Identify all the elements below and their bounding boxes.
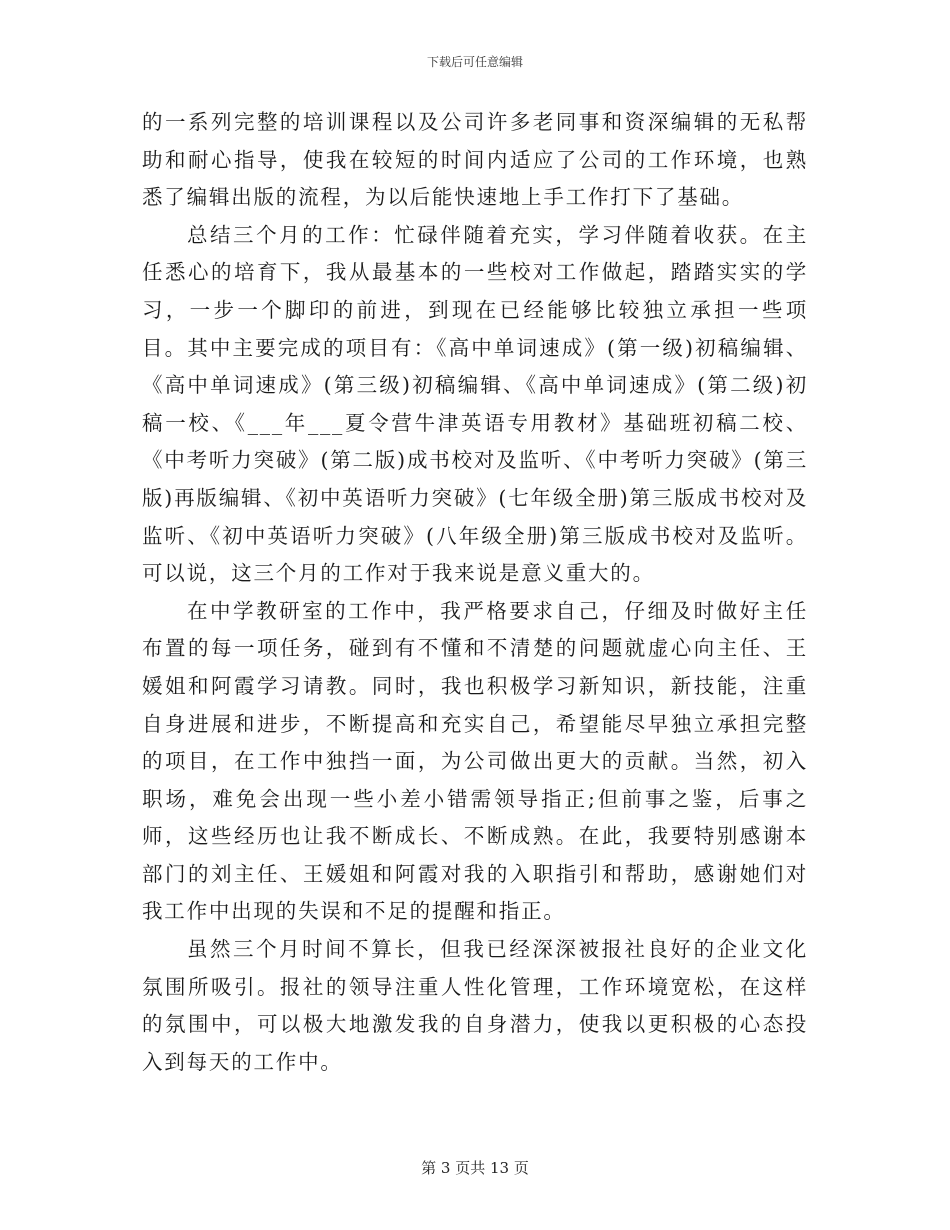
paragraph-1: 的一系列完整的培训课程以及公司许多老同事和资深编辑的无私帮助和耐心指导，使我在较短的时间内适应了公司的工作环境，也熟悉了编辑出版的流程，为以后能快速地上手工作打下了基础。 bbox=[142, 110, 808, 210]
document-body bbox=[142, 104, 808, 1081]
paragraph-2: 总结三个月的工作：忙碌伴随着充实，学习伴随着收获。在主任悉心的培育下，我从最基本的一些校对工作做起，踏踏实实的学习，一步一个脚印的前进，到现在已经能够比较独立承担一些项目。其中主要完成的项目有：《高中单词速成》(第一级)初稿编辑、《高中单词速成》(第三级)初稿编辑、《高中单词速成》(第二级)初稿一校、《___年___夏令营牛津英语专用教材》基础班初稿二校、《中考听力突破》(第二版)成书校对及监听、《中考听力突破》(第三版)再版编辑、《初中英语听力突破》(七年级全册)第三版成书校对及监听、《初中英语听力突破》(八年级全册)第三版成书校对及监听。可以说，这三个月的工作对于我来说是意义重大的。 bbox=[142, 222, 808, 586]
page-header: 下载后可任意编辑 bbox=[426, 55, 523, 69]
paragraph-4: 虽然三个月时间不算长，但我已经深深被报社良好的企业文化氛围所吸引。报社的领导注重人性化管理，工作环境宽松，在这样的氛围中，可以极大地激发我的自身潜力，使我以更积极的心态投入到每天的工作中。 bbox=[142, 937, 808, 1074]
page-footer: 第 3 页共 13 页 bbox=[421, 1159, 529, 1177]
paragraph-3: 在中学教研室的工作中，我严格要求自己，仔细及时做好主任布置的每一项任务，碰到有不懂和不清楚的问题就虚心向主任、王媛姐和阿霞学习请教。同时，我也积极学习新知识，新技能，注重自身进展和进步，不断提高和充实自己，希望能尽早独立承担完整的项目，在工作中独挡一面，为公司做出更大的贡献。当然，初入职场，难免会出现一些小差小错需领导指正;但前事之鉴，后事之师，这些经历也让我不断成长、不断成熟。在此，我要特别感谢本部门的刘主任、王媛姐和阿霞对我的入职指引和帮助，感谢她们对我工作中出现的失误和不足的提醒和指正。 bbox=[142, 598, 808, 924]
